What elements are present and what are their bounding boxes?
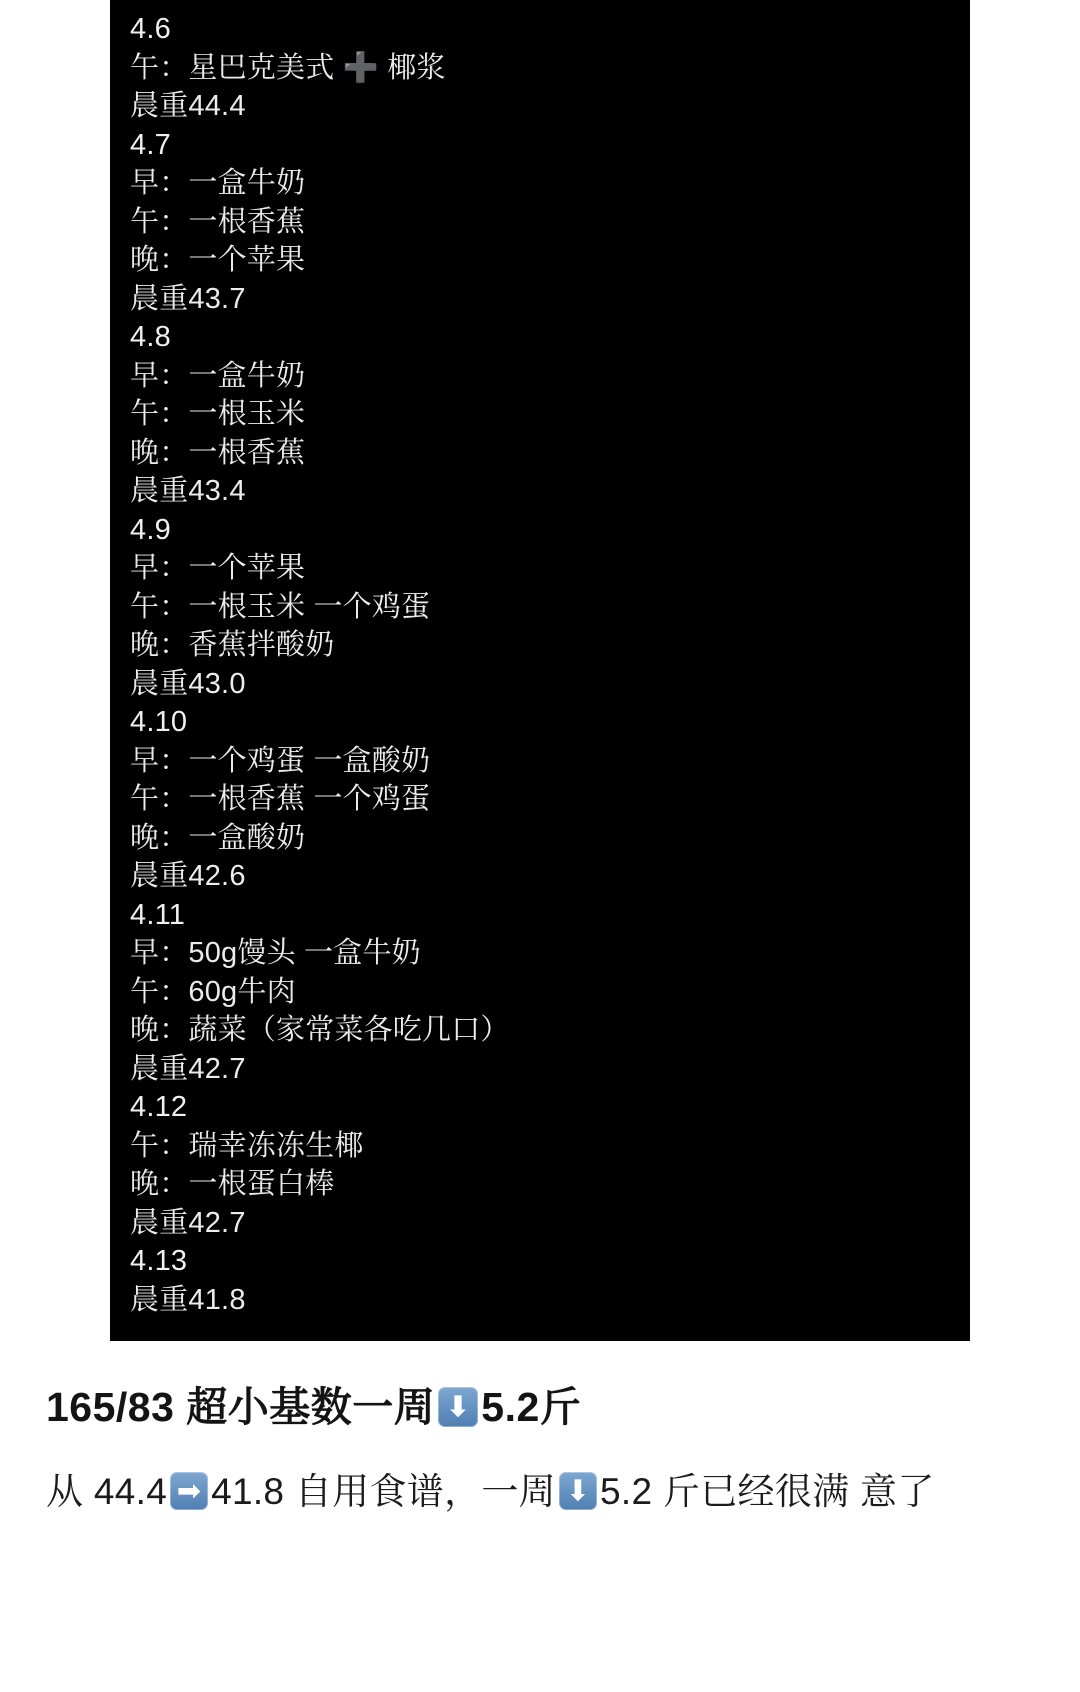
entry-meal: 早：一盒牛奶 (130, 359, 306, 392)
entry-weight: 晨重44.4 (130, 90, 246, 122)
caption-subline (46, 1461, 1034, 1523)
down-arrow-emoji-icon-2 (559, 1472, 597, 1510)
entry-meal: 早：一盒牛奶 (130, 167, 306, 199)
entry-date: 4.12 (130, 1091, 188, 1123)
right-arrow-emoji-icon (170, 1472, 208, 1510)
entry-meal: 晚：蔬菜（家常菜各吃几口） (130, 1014, 510, 1046)
caption-headline (46, 1379, 1034, 1435)
subline-text-2: 41.8 自用食谱，一周 (211, 1471, 556, 1512)
subline-text-4: 意了 (860, 1471, 935, 1512)
entry-weight: 晨重43.0 (130, 667, 246, 700)
down-arrow-emoji-icon (438, 1387, 478, 1427)
entry-date: 4.11 (130, 898, 186, 931)
arrow-down-glyph-2: ⬇ (565, 1473, 591, 1508)
entry-meal: 晚：一根蛋白棒 (130, 1168, 335, 1200)
entry-meal: 午：瑞幸冻冻生椰 (130, 1129, 364, 1162)
subline-text-1: 从 44.4 (46, 1471, 168, 1512)
entry-meal: 午：60g牛肉 (130, 975, 296, 1008)
entry-weight: 晨重43.7 (130, 282, 246, 315)
entry-date: 4.6 (130, 13, 171, 45)
entry-date: 4.9 (130, 513, 171, 546)
entry-weight: 晨重42.6 (130, 860, 246, 892)
entry-meal: 午：一根玉米 (130, 398, 306, 430)
entry-date: 4.7 (130, 128, 171, 161)
headline-text-before: 165/83 超小基数一周 (46, 1384, 436, 1430)
entry-meal: 晚：香蕉拌酸奶 (130, 629, 335, 661)
entry-meal: 午：一根香蕉 一个鸡蛋 (130, 783, 431, 815)
entry-date: 4.10 (130, 706, 188, 738)
entry-date: 4.8 (130, 321, 171, 353)
entry-weight: 晨重41.8 (130, 1283, 246, 1316)
subline-text-3: 5.2 斤已经很满 (600, 1471, 850, 1512)
diet-diary-card (110, 0, 970, 1341)
entry-meal: 晚：一根香蕉 (130, 436, 306, 469)
headline-text-after: 5.2斤 (481, 1384, 582, 1430)
entry-meal: 早：一个苹果 (130, 552, 306, 584)
entry-weight: 晨重42.7 (130, 1052, 246, 1085)
entry-meal: 晚：一盒酸奶 (130, 821, 306, 854)
entry-meal: 晚：一个苹果 (130, 244, 306, 276)
arrow-down-glyph: ⬇ (445, 1389, 471, 1424)
arrow-right-glyph: ➡ (176, 1473, 202, 1508)
diary-line-list (110, 10, 970, 1319)
entry-weight: 晨重43.4 (130, 475, 246, 507)
entry-meal: 午：星巴克美式 ➕ 椰浆 (130, 51, 446, 84)
entry-meal: 午：一根香蕉 (130, 205, 306, 238)
entry-date: 4.13 (130, 1245, 188, 1277)
entry-weight: 晨重42.7 (130, 1206, 246, 1239)
post-caption (0, 1341, 1080, 1523)
entry-meal: 早：一个鸡蛋 一盒酸奶 (130, 744, 431, 777)
entry-meal: 早：50g馒头 一盒牛奶 (130, 937, 421, 969)
entry-meal: 午：一根玉米 一个鸡蛋 (130, 590, 431, 623)
